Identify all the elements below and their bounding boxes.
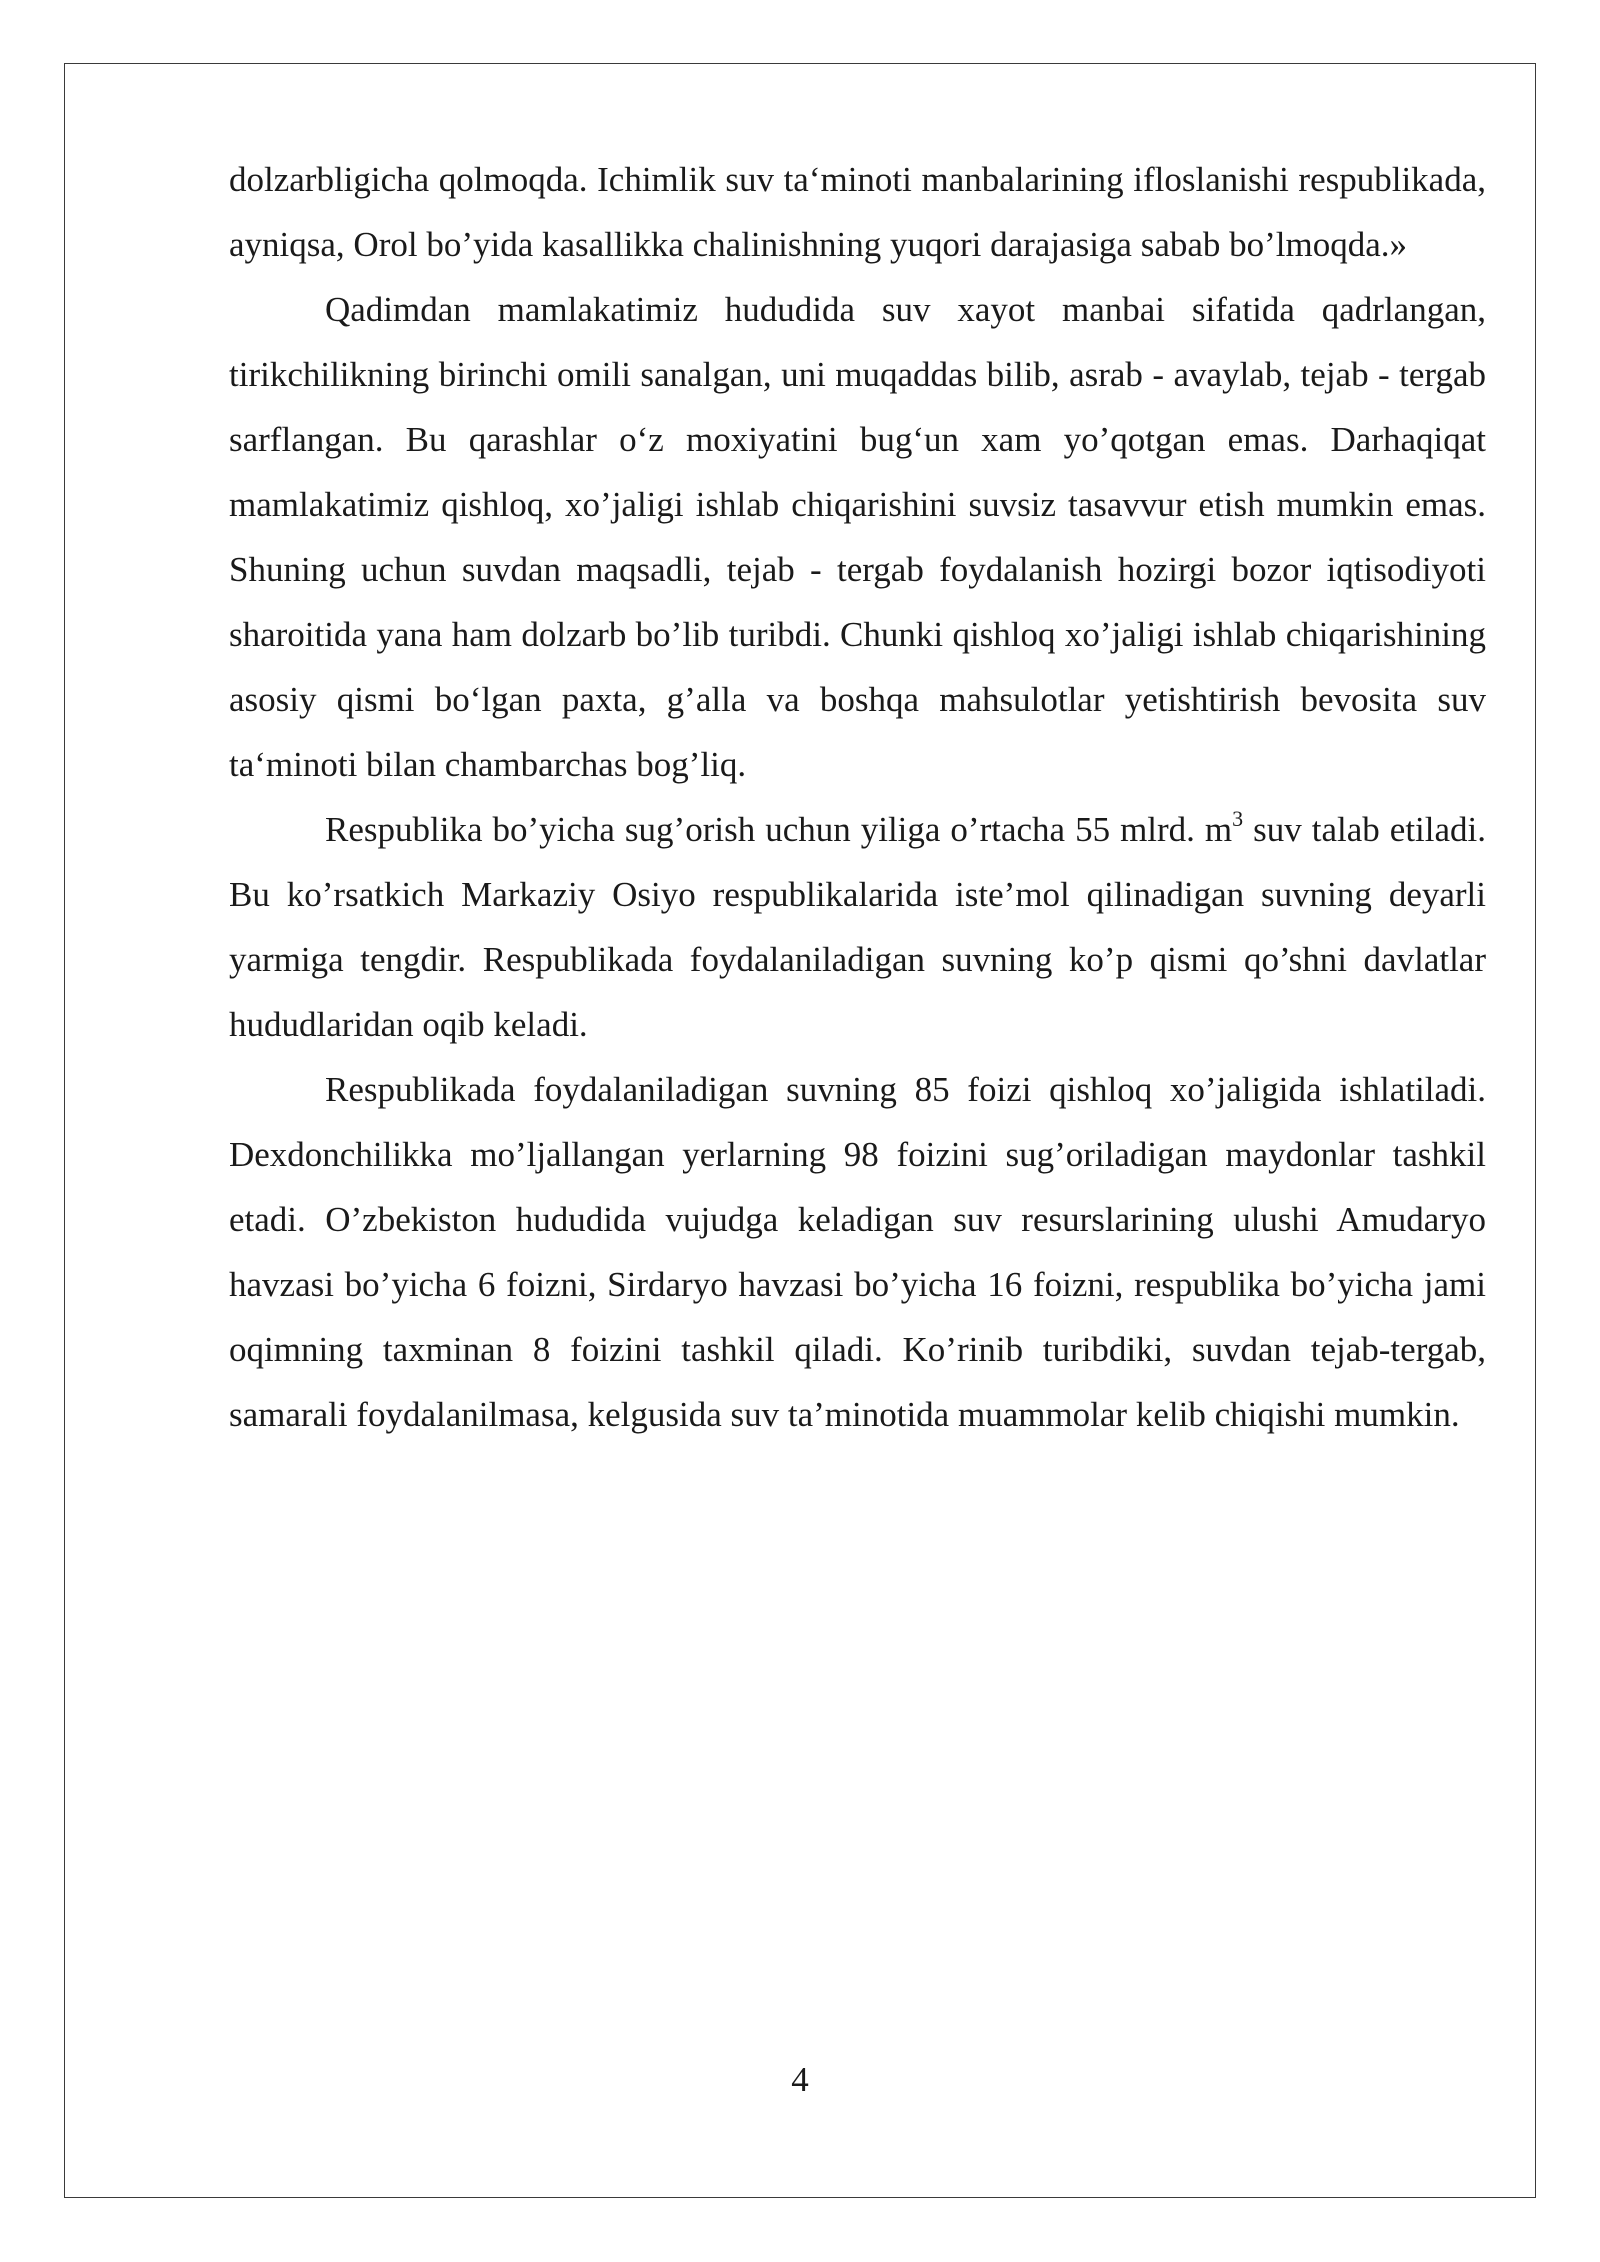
paragraph-water-usage: Respublikada foydalaniladigan suvning 85 foizi qishloq xo’jaligida ishlatiladi. Dexdonchilikka mo’ljallangan yerlarning 98 foizini sug’oriladigan maydonlar tashkil etadi. O’zbekiston hududida vujudga keladigan suv resurslarining ulushi Amudaryo havzasi bo’yicha 6 foizni, Sirdaryo havzasi bo’yicha 16 foizni, respublika bo’yicha jami oqimning taxminan 8 foizini tashkil qiladi. Ko’rinib turibdiki, suvdan tejab-tergab, samarali foydalanilmasa, kelgusida suv ta’minotida muammolar kelib chiqishi mumkin.	[229, 1070, 1486, 1434]
page-number: 4	[791, 2060, 809, 2099]
paragraph-irrigation-demand	[229, 797, 1486, 1057]
cubic-superscript: 3	[1232, 806, 1244, 831]
paragraph-water-heritage: Qadimdan mamlakatimiz hududida suv xayot manbai sifatida qadrlangan, tirikchilikning birinchi omili sanalgan, uni muqaddas bilib, asrab - avaylab, tejab - tergab sarflangan. Bu qarashlar o‘z moxiyatini bug‘un xam yo’qotgan emas. Darhaqiqat mamlakatimiz qishloq, xo’jaligi ishlab chiqarishini suvsiz tasavvur etish mumkin emas. Shuning uchun suvdan maqsadli, tejab - tergab foydalanish hozirgi bozor iqtisodiyoti sharoitida yana ham dolzarb bo’lib turibdi. Chunki qishloq xo’jaligi ishlab chiqarishining asosiy qismi bo‘lgan paxta, g’alla va boshqa mahsulotlar yetishtirish bevosita suv ta‘minoti bilan chambarchas bog’liq.	[229, 290, 1486, 784]
irrigation-text-before: Respublika bo’yicha sug’orish uchun yiligа o’rtacha 55 mlrd. m	[325, 810, 1233, 849]
document-body	[229, 147, 1486, 1447]
irrigation-text-after: suv talab etiladi. Bu ko’rsatkich Markaziy Osiyo respublikalarida iste’mol qilinadigan suvning deyarli yarmiga tengdir. Respublikada foydalaniladigan suvning ko’p qismi qo’shni davlatlar hududlaridan oqib keladi.	[229, 810, 1487, 1044]
paragraph-continuation: dolzarbligicha qolmoqda. Ichimlik suv ta‘minoti manbalarining ifloslanishi respublikada, ayniqsa, Orol bo’yida kasallikka chalinishning yuqori darajasiga sabab bo’lmoqda.»	[229, 160, 1486, 264]
